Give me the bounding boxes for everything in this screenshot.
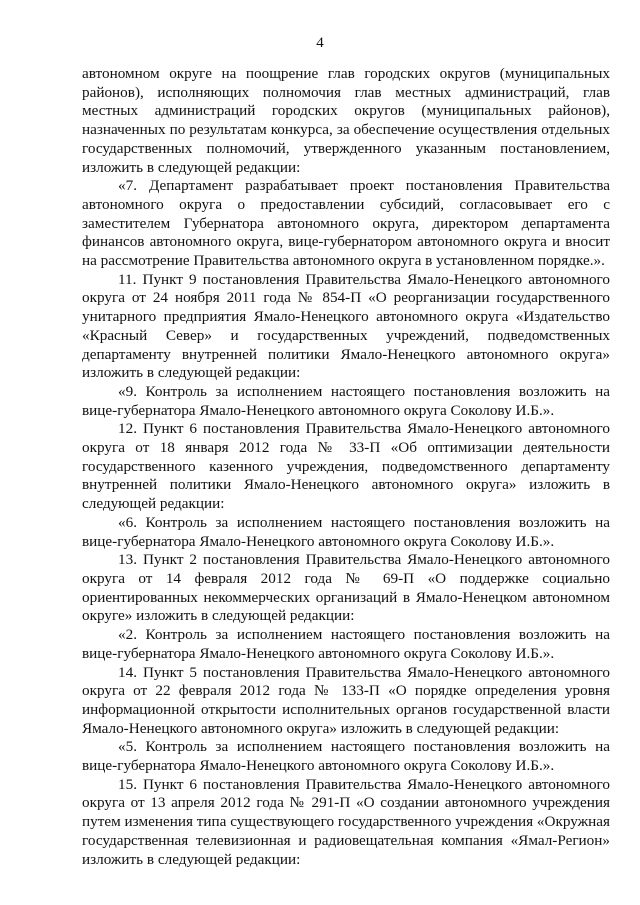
paragraph-quote-item-9: «9. Контроль за исполнением настоящего постановления возложить на вице-губернатора Ямало-Ненецкого автономного округа Соколову И.Б.». [82, 382, 610, 419]
document-body [82, 65, 610, 869]
paragraph-quote-item-6: «6. Контроль за исполнением настоящего постановления возложить на вице-губернатора Ямало-Ненецкого автономного округа Соколову И.Б.». [82, 513, 610, 550]
paragraph-quote-item-7: «7. Департамент разрабатывает проект постановления Правительства автономного округа о предоставлении субсидий, согласовывает его с заместителем Губернатора автономного округа, директором департамента финансов автономного округа, вице-губернатором автономного округа и вносит на рассмотрение Правительства автономного округа в установленном порядке.». [82, 177, 610, 270]
paragraph-quote-item-2: «2. Контроль за исполнением настоящего постановления возложить на вице-губернатора Ямало-Ненецкого автономного округа Соколову И.Б.». [82, 626, 610, 662]
paragraph-continuation: автономном округе на поощрение глав городских округов (муниципальных районов), исполняющих полномочия глав местных администраций, глав местных администраций городских округов (муниципальных районов), назначенных по результатам конкурса, за обеспечение осуществления отдельных государственных полномочий, утвержденного указанным постановлением, изложить в следующей редакции: [82, 65, 610, 176]
paragraph-item-11: 11. Пункт 9 постановления Правительства Ямало-Ненецкого автономного округа от 24 ноября 2011 года № 854-П «О реорганизации государственного унитарного предприятия Ямало-Ненецкого автономного округа «Издательство «Красный Север» и государственных учреждений, подведомственных департаменту внутренней политики Ямало-Ненецкого автономного округа» изложить в следующей редакции: [82, 270, 610, 382]
paragraph-item-12: 12. Пункт 6 постановления Правительства Ямало-Ненецкого автономного округа от 18 января 2012 года № 33-П «Об оптимизации деятельности государственного казенного учреждения, подведомственного департаменту внутренней политики Ямало-Ненецкого автономного округа» изложить в следующей редакции: [82, 420, 610, 513]
paragraph-item-14: 14. Пункт 5 постановления Правительства Ямало-Ненецкого автономного округа от 22 февраля 2012 года № 133-П «О порядке определения уровня информационной открытости исполнительных органов государственной власти Ямало-Ненецкого автономного округа» изложить в следующей редакции: [82, 663, 610, 737]
paragraph-quote-item-5: «5. Контроль за исполнением настоящего постановления возложить на вице-губернатора Ямало-Ненецкого автономного округа Соколову И.Б.». [82, 738, 610, 775]
page-number: 4 [316, 35, 324, 51]
paragraph-item-13: 13. Пункт 2 постановления Правительства Ямало-Ненецкого автономного округа от 14 февраля 2012 года № 69-П «О поддержке социально ориентированных некоммерческих организаций в Ямало-Ненецком автономном округе» изложить в следующей редакции: [82, 551, 610, 625]
paragraph-item-15: 15. Пункт 6 постановления Правительства Ямало-Ненецкого автономного округа от 13 апреля 2012 года № 291-П «О создании автономного учреждения путем изменения типа существующего государственного учреждения «Окружная государственная телевизионная и радиовещательная компания «Ямал-Регион» изложить в следующей редакции: [82, 775, 610, 868]
